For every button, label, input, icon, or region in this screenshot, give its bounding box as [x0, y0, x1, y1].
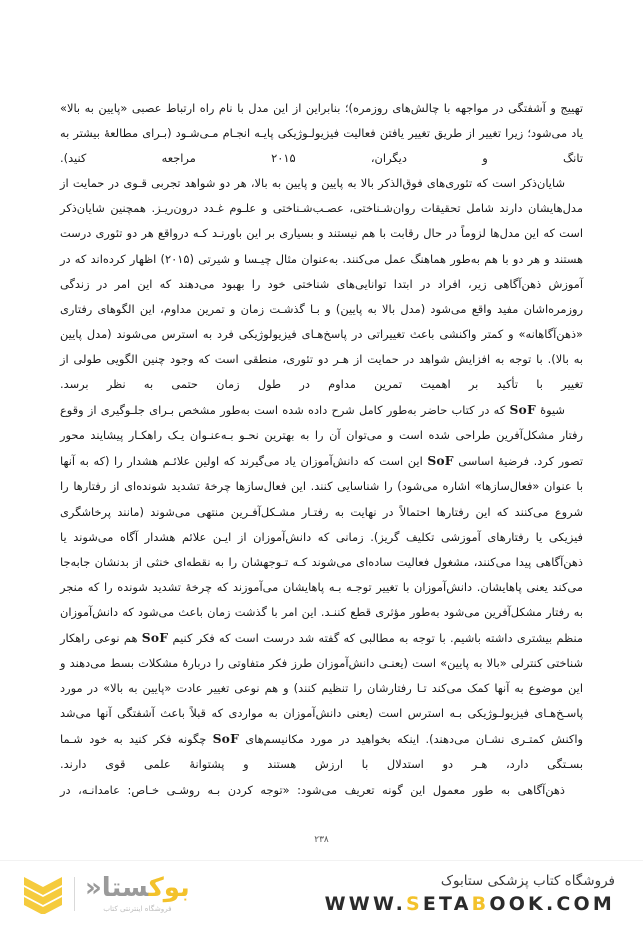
run-text: چگونه فکر کنید به خود شـما بسـتگی دارد، هـر دو استدلال با ارزش هستند و پشتوانهٔ علمی قوی دارند. [60, 732, 583, 772]
footer-brand-info [325, 873, 615, 915]
url-part: WWW. [324, 892, 406, 915]
site-url[interactable] [325, 893, 615, 915]
page-number: ۲۳۸ [314, 835, 329, 845]
sof-term: SoF [509, 402, 536, 418]
run-text: که در کتاب حاضر به‌طور کامل شرح داده شده است به‌طور مشخص بـرای جلـوگیری از وقوع رفتار مشکل‌آفرین طراحی شده است و می‌توان آن را به بهترین نحـو بـه‌عنـوان یـک راهکـار پیشایند محور تصور کرد. فرضیهٔ اساسی [60, 403, 583, 469]
run-text: این است که دانش‌آموزان یاد می‌گیرند که اولین علائـم هشدار را (که به آنها با عنوان «فعال‌سازها» اشاره می‌شود) را شناسایی کنند. این فعال‌سازها چرخهٔ تشدید شونده‌ای از رفتارها را شروع می‌کنند که این رفتارها احتمالاً در نهایت به رفتـار مشـکل‌آفـرین منتهی می‌شوند (مانند پرخاشگری فیزیکی یا رفتارهای آموزشی تکلیف گریز). زمانی که دانش‌آموزان از ایـن علائم هشدار آگاه می‌شوند یا ذهن‌آگاهی پیدا می‌کنند، مشغول فعالیت ساده‌ای می‌شوند کـه تـوجهشان را به نقطه‌ای خنثی از بدنشان جابه‌جا می‌کند یعنی پاهایشان. دانش‌آموزان با تغییر توجـه بـه پاهایشان می‌آموزند که چرخهٔ تشدید شونده را که منجر به رفتار مشکل‌آفرین می‌شود به‌طور مؤثری قطع کننـد. این امر با گذشت زمان باعث می‌شود که دانش‌آموزان منظم بیشتری داشته باشیم. با توجه به مطالبی که گفته شد درست است که فکر کنیم [60, 454, 584, 645]
paragraph-2: شایان‌ذکر است که تئوری‌های فوق‌الذکر بالا به پایین و پایین به بالا، هر دو شواهد تجربی قـوی در حمایت از مدل‌هایشان دارند شامل تحقیقات روان‌شـناختی، عصـب‌شـناختی و علـوم غـدد درون‌ریـز. همچنین شایان‌ذکر است که این مدل‌ها لزوماً در حال رقابت با هم نیستند و بسیاری بر این باورنـد کـه درواقع هر دو تئوری درست هستند و هر دو با هم به‌طور هماهنگ عمل می‌کنند. به‌عنوان مثال چیـسا و شیرتی (۲۰۱۵) اظهار کرده‌اند که در آموزش ذهن‌آگاهی زیر، افراد در ابتدا توانایی‌های شناختی خود را بهبود می‌دهند که این امر در زندگی روزمره‌اشان مفید واقع می‌شود (مدل بالا به پایین) و بـا گذشـت زمان و تمرین مداوم، این الگوهای رفتاری «ذهن‌آگاهانه» و کمتر واکنشی باعث تغییراتی در پاسخ‌هـای فیزیولوژیکی فرد به استرس می‌شوند (مدل پایین به بالا). با توجه به افزایش شواهد در حمایت از هـر دو تئوری، منطقی است که وجود چنین الگویی طولی از تغییر با تأکید بر اهمیت تمرین مداوم در طول زمان حتمی به نظر برسد. [60, 176, 583, 392]
shop-name: فروشگاه کتاب پزشکی ستابوک [440, 872, 615, 889]
logo-divider [74, 877, 75, 911]
url-part-highlight: S [405, 892, 423, 915]
logo-wordmark [85, 875, 190, 912]
paragraph-1: تهییج و آشفتگی در مواجهه با چالش‌های روزمره)؛ بنابراین از این مدل با نام راه ارتباط عصبی «پایین به بالا» یاد می‌شود؛ زیرا تغییر از طریق تغییر یافتن فعالیت فیزیولـوژیکی پایـه انجـام مـی‌شـود (بـرای مطالعهٔ بیشتر به تانگ و دیگران، ۲۰۱۵ مراجعه کنید). [60, 101, 583, 166]
paragraph-3 [60, 397, 583, 777]
run-text: هم نوعی راهکار شناختی کنترلی «بالا به پایین» است (یعنـی دانش‌آموزان طرز فکر متفاوتی را دربارهٔ مشکلات بسط می‌دهند و این موضوع به آنها کمک می‌کند تـا رفتارشان را تنظیم کنند) و هم نوعی تغییر عادت «پایین به بالا» در مورد پاسـخ‌هـای فیزیولـوژیکی بـه استرس است (یعنی دانش‌آموزان به مواردی که قبلاً باعث آشفتگی آنها می‌شد واکنش کمتـری نشـان می‌دهند). اینکه بخواهید در مورد مکانیسم‌های [60, 630, 583, 747]
url-part: OOK.COM [489, 892, 615, 915]
logo-wordmark-accent: بوک [148, 873, 190, 904]
run-text: شیوهٔ [535, 403, 565, 418]
page-text-body [60, 96, 583, 803]
logo-wordmark-prefix: ستا [101, 873, 149, 904]
triple-chevron-down-icon [22, 874, 64, 914]
url-part-highlight: B [471, 892, 490, 915]
footer-logo [22, 868, 190, 920]
sof-term: SoF [212, 731, 240, 747]
sof-term: SoF [141, 629, 169, 645]
logo-chevron-glyph: « [85, 873, 102, 904]
logo-tagline: فروشگاه اینترنتی کتاب [103, 903, 172, 913]
url-part: ETA [422, 892, 472, 915]
paragraph-4: ذهن‌آگاهی به طور معمول این گونه تعریف می‌شود: «توجه کردن بـه روشـی خـاص: عامدانـه، در [60, 782, 565, 797]
logo-wordmark-main [85, 875, 190, 902]
sof-term: SoF [427, 453, 454, 469]
footer-watermark [0, 860, 643, 926]
